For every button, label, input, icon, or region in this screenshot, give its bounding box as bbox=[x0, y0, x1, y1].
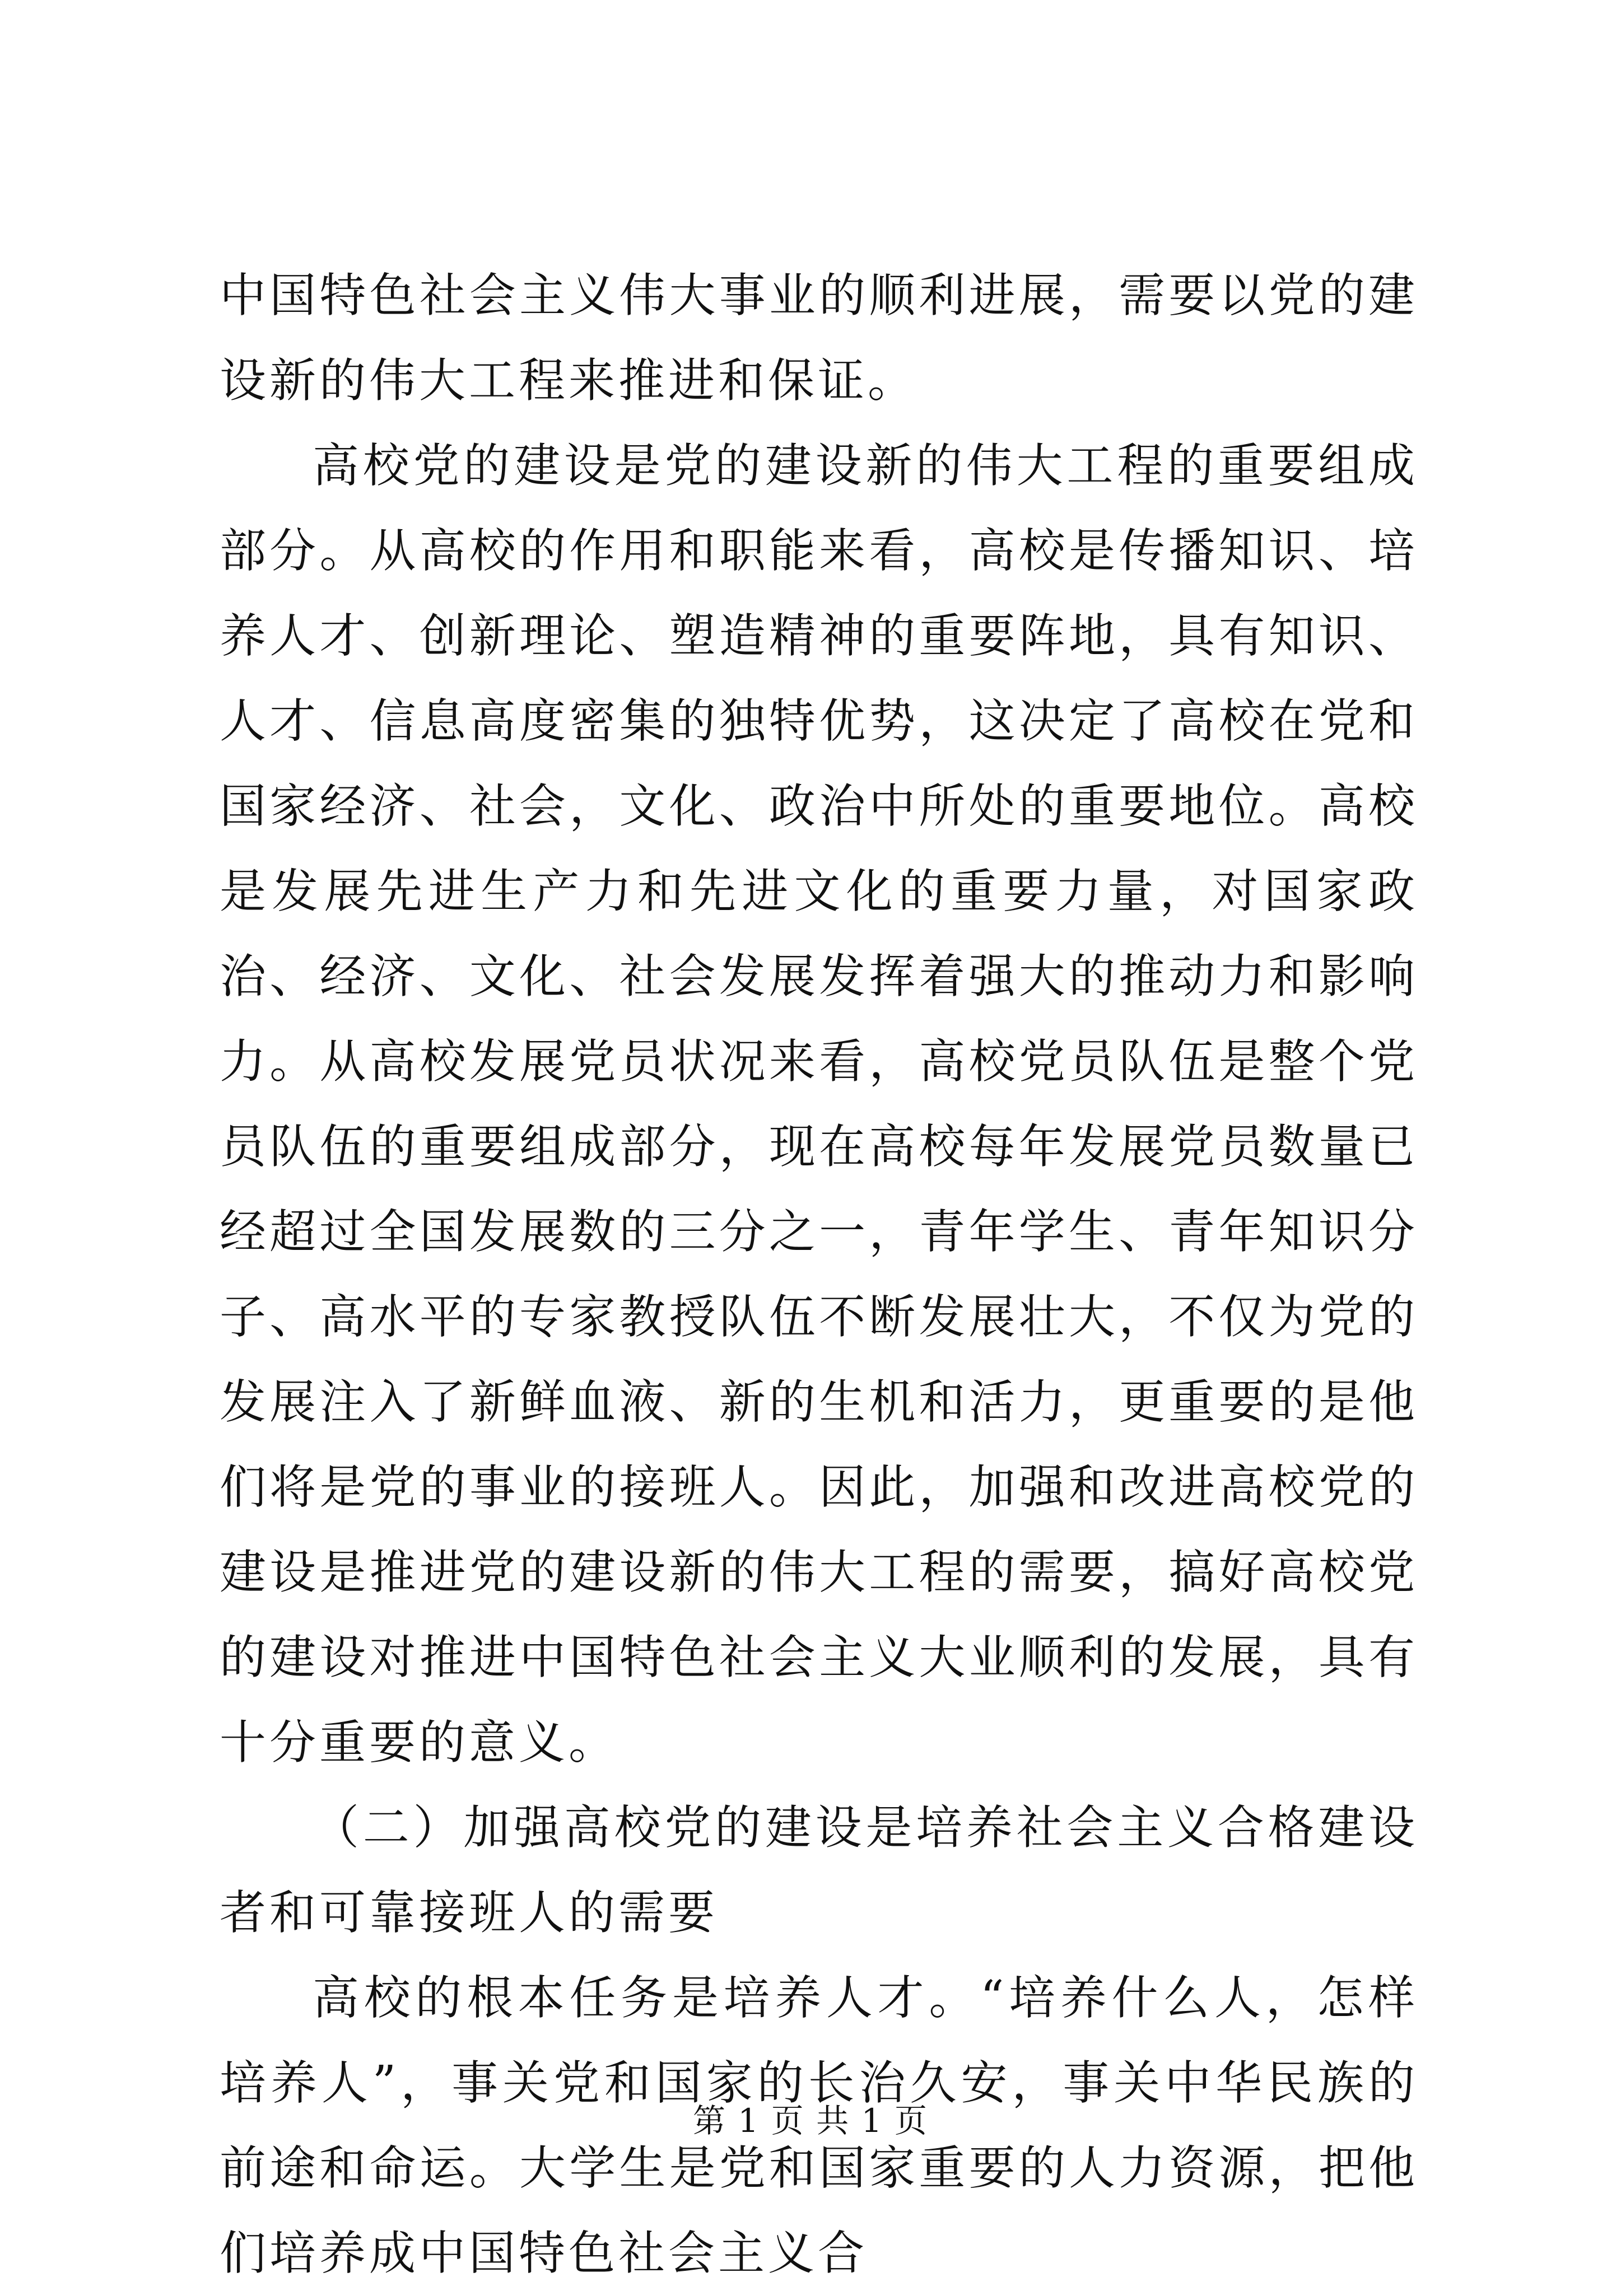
page-footer: 第 1 页 共 1 页 bbox=[693, 2102, 928, 2140]
paragraph-1: 中国特色社会主义伟大事业的顺利进展，需要以党的建设新的伟大工程来推进和保证。 bbox=[220, 268, 1418, 408]
section-heading: （二）加强高校党的建设是培养社会主义合格建设者和可靠接班人的需要 bbox=[220, 1800, 1418, 1940]
paragraph-2: 高校党的建设是党的建设新的伟大工程的重要组成部分。从高校的作用和职能来看，高校是传播知识、培养人才、创新理论、塑造精神的重要阵地，具有知识、人才、信息高度密集的独特优势，这决定了高校在党和国家经济、社会，文化、政治中所处的重要地位。高校是发展先进生产力和先进文化的重要力量，对国家政治、经济、文化、社会发展发挥着强大的推动力和影响力。从高校发展党员状况来看，高校党员队伍是整个党员队伍的重要组成部分，现在高校每年发展党员数量已经超过全国发展数的三分之一，青年学生、青年知识分子、高水平的专家教授队伍不断发展壮大，不仅为党的发展注入了新鲜血液、新的生机和活力，更重要的是他们将是党的事业的接班人。因此，加强和改进高校党的建设是推进党的建设新的伟大工程的需要，搞好高校党的建设对推进中国特色社会主义大业顺利的发展，具有十分重要的意义。 bbox=[220, 438, 1418, 1770]
document-body bbox=[220, 253, 1418, 2296]
paragraph-3: 高校的根本任务是培养人才。“培养什么人，怎样培养人”，事关党和国家的长治久安，事关中华民族的前途和命运。大学生是党和国家重要的人力资源，把他们培养成中国特色社会主义合 bbox=[220, 1971, 1418, 2280]
